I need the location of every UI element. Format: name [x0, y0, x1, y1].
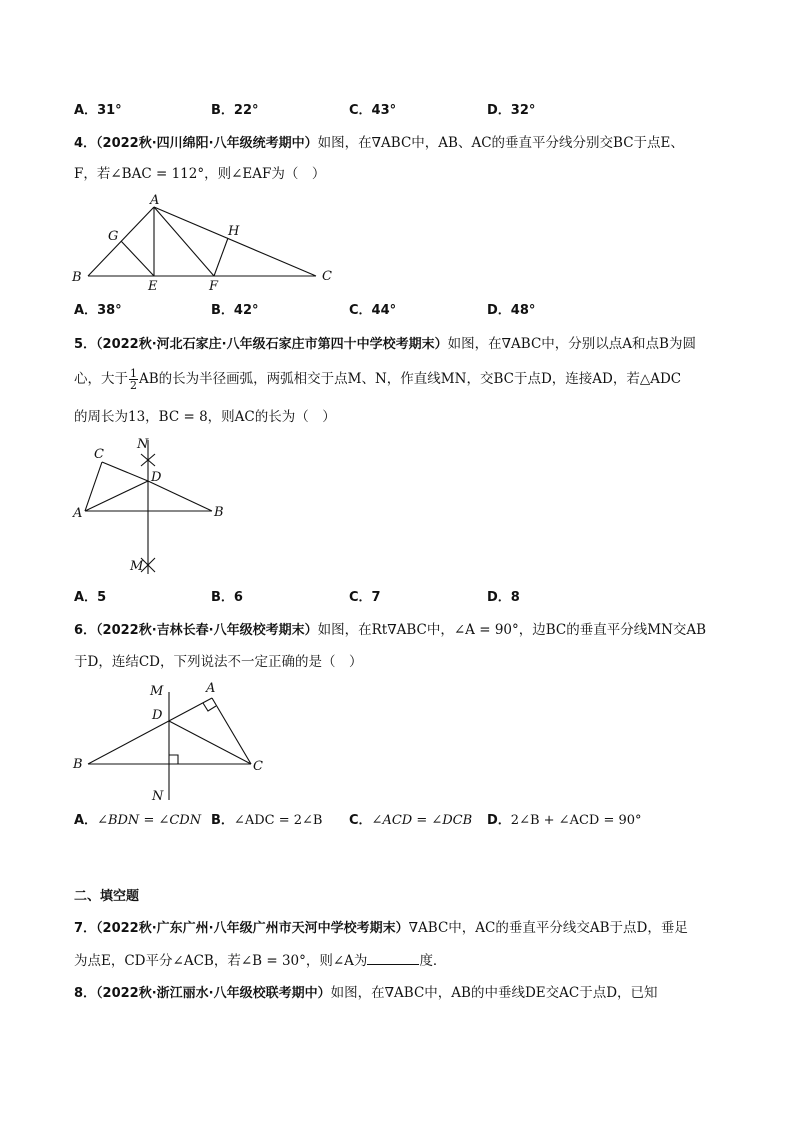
q6-seg-ba	[88, 698, 212, 764]
q3-option-c: C．43°	[349, 103, 397, 118]
q4-option-b: B．42°	[211, 303, 259, 318]
q6-label-n: N	[152, 789, 164, 804]
q4-option-c: C．44°	[349, 303, 397, 318]
q7-stem-line1: 7．（2022秋·广东广州·八年级广州市天河中学校考期末）∇ABC中，AC的垂直平分线交AB于点D，垂足	[74, 920, 688, 936]
q5-option-b: B．6	[211, 590, 243, 605]
q5-stem-line1: 5．（2022秋·河北石家庄·八年级石家庄市第四十中学校考期末）如图，在∇ABC中，分别以点A和点B为圆	[74, 336, 696, 352]
q6-stem-line2: 于D，连结CD，下列说法不一定正确的是（ ）	[74, 654, 363, 670]
q5-seg-cd	[102, 462, 148, 481]
q6-figure	[70, 678, 280, 806]
q5-figure	[70, 434, 240, 584]
section-title: 二、填空题	[74, 889, 140, 904]
q4-label-a: A	[150, 193, 160, 208]
q6-option-d: D．2∠B + ∠ACD = 90°	[487, 813, 642, 828]
q4-label-g: G	[108, 229, 119, 244]
q5-options	[74, 588, 754, 608]
q4-label-f: F	[209, 279, 219, 294]
q7-answer-blank[interactable]	[367, 950, 419, 965]
q6-right-angle-bc	[169, 755, 178, 764]
q6-right-angle-a	[203, 703, 216, 711]
q4-seg-hf	[214, 238, 228, 276]
q3-option-a: A．31°	[74, 103, 122, 118]
q3-option-d: D．32°	[487, 103, 536, 118]
q4-option-d: D．48°	[487, 303, 536, 318]
q5-fraction: $\frac{1}{2}$	[130, 367, 137, 392]
q5-label-c: C	[94, 447, 104, 462]
q6-option-b: B．∠ADC = 2∠B	[211, 813, 323, 828]
q6-stem-line1: 6．（2022秋·吉林长春·八年级校考期末）如图，在Rt∇ABC中，∠A = 90°，边BC的垂直平分线MN交AB	[74, 622, 707, 638]
q6-option-a: A．∠BDN = ∠CDN	[74, 813, 202, 828]
q4-seg-af	[154, 207, 214, 276]
q5-label-a: A	[73, 506, 83, 521]
q5-option-a: A．5	[74, 590, 107, 605]
q5-label-m: M	[130, 559, 144, 574]
q3-options	[74, 101, 754, 121]
q4-seg-ge	[121, 241, 154, 276]
q5-label-n: N	[137, 437, 149, 452]
q5-label-d: D	[151, 470, 162, 485]
q6-label-m: M	[150, 684, 164, 699]
q4-option-a: A．38°	[74, 303, 122, 318]
q5-stem-line2: 心，大于 $\frac{1}{2}$ AB的长为半径画弧，两弧相交于点M、N，作直线MN，交BC于点D，连接AD，若△ADC	[74, 367, 682, 392]
q6-option-c: C．∠ACD = ∠DCB	[349, 813, 473, 828]
q6-label-b: B	[73, 757, 83, 772]
q8-stem-line1: 8．（2022秋·浙江丽水·八年级校联考期中）如图，在∇ABC中，AB的中垂线DE交AC于点D，已知	[74, 985, 658, 1001]
q4-stem-line2: F，若∠BAC = 112°，则∠EAF为（ ）	[74, 166, 326, 182]
q6-options	[74, 811, 754, 831]
q3-option-b: B．22°	[211, 103, 259, 118]
q6-label-d: D	[152, 708, 163, 723]
q4-label-b: B	[72, 270, 82, 285]
q4-label-c: C	[322, 269, 332, 284]
q6-label-c: C	[253, 759, 263, 774]
q5-option-d: D．8	[487, 590, 520, 605]
q5-seg-ad	[85, 481, 148, 511]
q5-label-b: B	[214, 505, 224, 520]
q4-label-h: H	[228, 224, 240, 239]
q4-options	[74, 301, 754, 321]
q4-seg-ac	[154, 207, 316, 276]
q4-stem-line1: 4．（2022秋·四川绵阳·八年级统考期中）如图，在∇ABC中，AB、AC的垂直平分线分别交BC于点E、	[74, 135, 684, 151]
q7-stem-line2: 为点E，CD平分∠ACB，若∠B = 30°，则∠A为 度．	[74, 950, 734, 971]
q5-option-c: C．7	[349, 590, 381, 605]
q5-stem-line3: 的周长为13，BC = 8，则AC的长为（ ）	[74, 409, 336, 425]
q5-seg-db	[148, 481, 212, 511]
q4-label-e: E	[148, 279, 158, 294]
q6-label-a: A	[206, 681, 216, 696]
q4-figure	[70, 192, 350, 292]
